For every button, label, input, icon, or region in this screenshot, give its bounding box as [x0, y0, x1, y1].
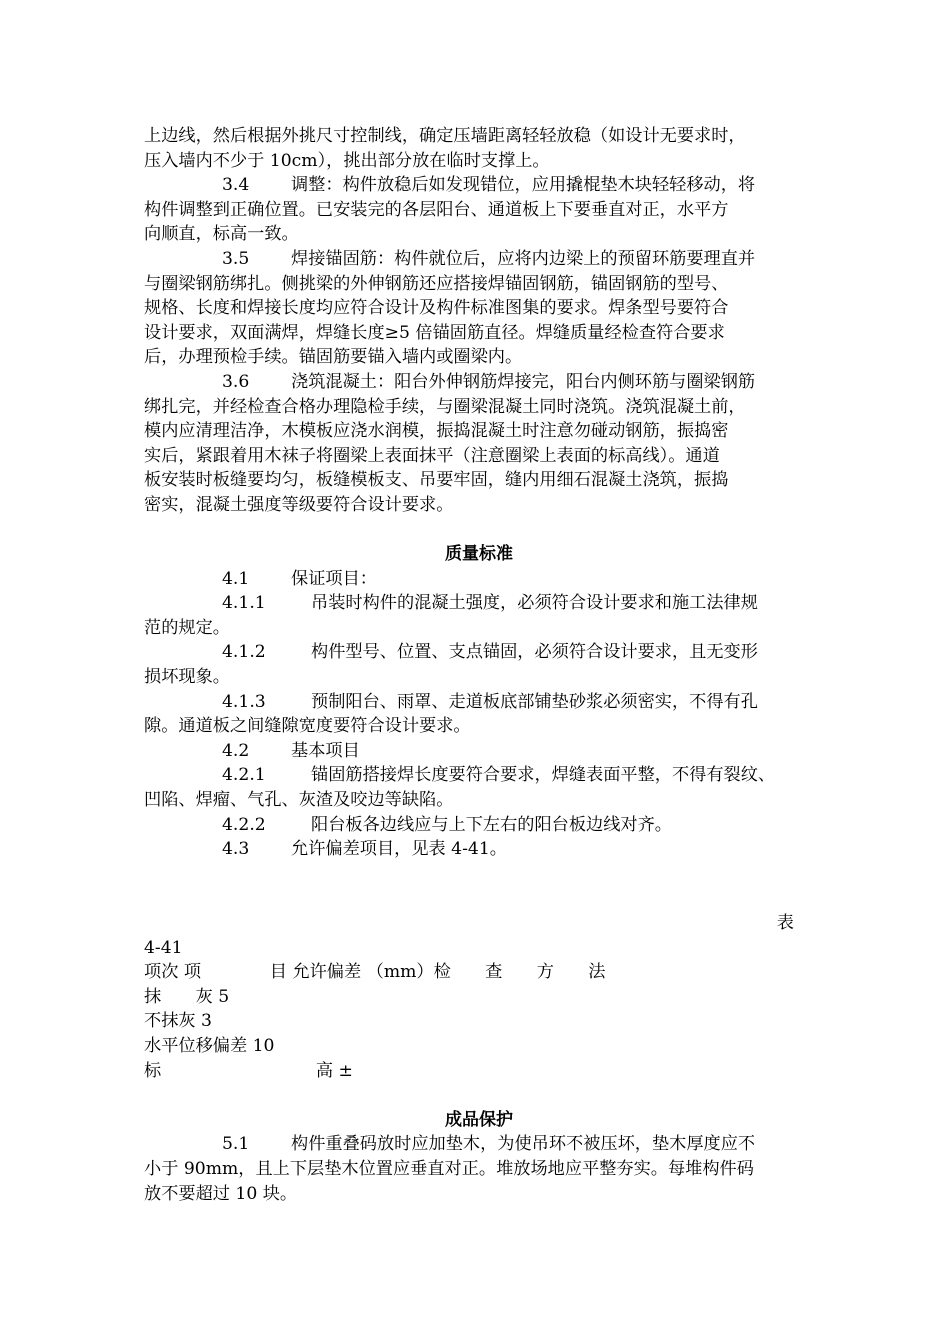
table-caption: 表 — [776, 913, 794, 933]
table-header-row: 项次 项 目 允许偏差 （mm）检 查 方 法 — [144, 962, 606, 983]
item-text: 浇筑混凝土：阳台外伸钢筋焊接完，阳台内侧环筋与圈梁钢筋 — [291, 371, 756, 392]
paragraph-line: 与圈梁钢筋绑扎。侧挑梁的外伸钢筋还应搭接焊锚固钢筋，锚固钢筋的型号、 — [144, 273, 729, 294]
item-text: 允许偏差项目，见表 4-41。 — [291, 839, 507, 860]
spacer — [144, 1083, 814, 1108]
item-number: 3.4 — [222, 175, 250, 196]
item-number: 4.2.2 — [222, 814, 266, 835]
item-text: 预制阳台、雨罩、走道板底部铺垫砂浆必须密实，不得有孔 — [311, 691, 758, 712]
paragraph-line: 小于 90mm，且上下层垫木位置应垂直对正。堆放场地应平整夯实。每堆构件码 — [144, 1158, 754, 1179]
item-text: 阳台板各边线应与上下左右的阳台板边线对齐。 — [311, 814, 672, 835]
item-3-6 — [144, 370, 814, 395]
item-4-2-1 — [144, 763, 814, 788]
paragraph-line: 凹陷、焊瘤、气孔、灰渣及咬边等缺陷。 — [144, 790, 454, 811]
paragraph-line: 构件调整到正确位置。已安装完的各层阳台、通道板上下要垂直对正，水平方 — [144, 199, 729, 220]
item-number: 3.6 — [222, 371, 250, 392]
item-text: 吊装时构件的混凝土强度，必须符合设计要求和施工法律规 — [311, 593, 758, 614]
section-heading-protection: 成品保护 — [445, 1109, 513, 1130]
document-page — [144, 124, 814, 1206]
table-row: 抹 灰 5 — [144, 986, 230, 1007]
item-number: 4.1 — [222, 568, 250, 589]
paragraph-line: 放不要超过 10 块。 — [144, 1183, 298, 1204]
item-4-1-2 — [144, 640, 814, 665]
spacer — [144, 862, 814, 887]
item-text: 构件重叠码放时应加垫木，为使吊环不被压坏，垫木厚度应不 — [291, 1134, 756, 1155]
spacer — [144, 518, 814, 543]
table-row: 标 高 ± — [144, 1060, 353, 1081]
item-text: 调整：构件放稳后如发现错位，应用撬棍垫木块轻轻移动，将 — [291, 175, 756, 196]
paragraph-line: 压入墙内不少于 10cm），挑出部分放在临时支撑上。 — [144, 150, 550, 171]
item-4-1 — [144, 567, 814, 592]
section-heading-quality: 质量标准 — [445, 544, 513, 565]
table-row: 水平位移偏差 10 — [144, 1035, 275, 1056]
item-3-4 — [144, 173, 814, 198]
item-number: 4.1.2 — [222, 642, 266, 663]
paragraph-line: 规格、长度和焊接长度均应符合设计及构件标准图集的要求。焊条型号要符合 — [144, 298, 729, 319]
item-text: 构件型号、位置、支点锚固，必须符合设计要求，且无变形 — [311, 642, 758, 663]
paragraph-line: 板安装时板缝要均匀，板缝模板支、吊要牢固，缝内用细石混凝土浇筑，振捣 — [144, 470, 729, 491]
item-5-1 — [144, 1132, 814, 1157]
item-number: 4.2.1 — [222, 765, 266, 786]
paragraph-line: 隙。通道板之间缝隙宽度要符合设计要求。 — [144, 716, 471, 737]
paragraph-line: 密实，混凝土强度等级要符合设计要求。 — [144, 494, 454, 515]
paragraph-line: 设计要求，双面满焊，焊缝长度≥5 倍锚固筋直径。焊缝质量经检查符合要求 — [144, 322, 725, 343]
item-text: 焊接锚固筋：构件就位后，应将内边梁上的预留环筋要理直并 — [291, 248, 756, 269]
paragraph-line: 后，办理预检手续。锚固筋要锚入墙内或圈梁内。 — [144, 347, 523, 368]
item-4-1-3 — [144, 690, 814, 715]
paragraph-line: 模内应清理洁净，木模板应浇水润模，振捣混凝土时注意勿碰动钢筋，振捣密 — [144, 421, 729, 442]
item-4-2-2 — [144, 813, 814, 838]
paragraph-line: 范的规定。 — [144, 617, 230, 638]
item-text: 锚固筋搭接焊长度要符合要求，焊缝表面平整，不得有裂纹、 — [311, 765, 776, 786]
item-text: 保证项目： — [291, 568, 377, 589]
table-caption-number: 4-41 — [144, 937, 183, 958]
item-number: 4.1.1 — [222, 593, 266, 614]
item-number: 4.3 — [222, 839, 250, 860]
item-3-5 — [144, 247, 814, 272]
paragraph-line: 上边线，然后根据外挑尺寸控制线，确定压墙距离轻轻放稳（如设计无要求时， — [144, 126, 746, 146]
item-text: 基本项目 — [291, 740, 360, 761]
paragraph-line: 向顺直，标高一致。 — [144, 224, 299, 245]
paragraph-line: 损坏现象。 — [144, 667, 230, 688]
item-number: 5.1 — [222, 1134, 250, 1155]
table-row: 不抹灰 3 — [144, 1011, 212, 1032]
item-number: 4.2 — [222, 740, 250, 761]
spacer — [144, 886, 814, 911]
item-4-2 — [144, 739, 814, 764]
item-4-3 — [144, 837, 814, 862]
paragraph-line: 绑扎完，并经检查合格办理隐检手续，与圈梁混凝土同时浇筑。浇筑混凝土前， — [144, 396, 746, 417]
paragraph-line: 实后，紧跟着用木袜子将圈梁上表面抹平（注意圈梁上表面的标高线）。通道 — [144, 445, 720, 466]
item-number: 4.1.3 — [222, 691, 266, 712]
item-4-1-1 — [144, 591, 814, 616]
item-number: 3.5 — [222, 248, 250, 269]
